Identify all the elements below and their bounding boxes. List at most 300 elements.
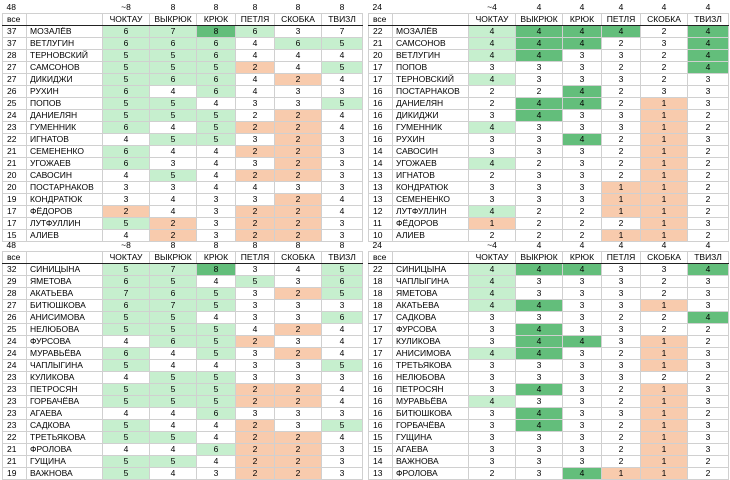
score-cell: 2 — [103, 206, 150, 218]
table-row — [3, 408, 363, 420]
score-cell: 2 — [602, 170, 641, 182]
score-cell: 2 — [641, 74, 688, 86]
header-total: все — [3, 252, 27, 264]
total-score-cell: 27 — [3, 62, 27, 74]
total-score-cell: 22 — [3, 134, 27, 146]
score-cell: 3 — [563, 324, 602, 336]
score-cell: 3 — [469, 62, 516, 74]
score-cell: 3 — [197, 206, 236, 218]
column-header: ПЕТЛЯ — [602, 14, 641, 26]
name-cell: РУХИН — [393, 134, 469, 146]
column-header: ЧОКТАУ — [469, 252, 516, 264]
score-cell: 2 — [150, 218, 197, 230]
score-cell: 3 — [275, 182, 322, 194]
max-score-cell: 4 — [579, 2, 585, 12]
name-cell: АКАТЬЕВА — [393, 300, 469, 312]
score-cell: 1 — [641, 396, 688, 408]
score-cell: 2 — [688, 372, 729, 384]
score-cell: 5 — [322, 62, 363, 74]
score-cell: 4 — [197, 170, 236, 182]
total-score-cell: 17 — [369, 336, 393, 348]
score-cell: 3 — [469, 372, 516, 384]
total-score-cell: 23 — [3, 420, 27, 432]
name-cell: ПОПОВ — [27, 98, 103, 110]
score-table — [2, 240, 363, 480]
score-cell: 2 — [688, 336, 729, 348]
score-cell: 4 — [197, 98, 236, 110]
score-cell: 2 — [469, 86, 516, 98]
score-cell: 4 — [469, 300, 516, 312]
score-cell: 5 — [150, 50, 197, 62]
name-cell: КУЛИКОВА — [393, 336, 469, 348]
total-score-cell: 24 — [3, 348, 27, 360]
name-cell: ЛУТФУЛЛИН — [393, 206, 469, 218]
total-score-cell: 15 — [3, 230, 27, 242]
total-score-cell: 27 — [3, 300, 27, 312]
score-cell: 2 — [236, 336, 275, 348]
score-cell: 3 — [197, 218, 236, 230]
score-cell: 3 — [688, 218, 729, 230]
table-row — [369, 360, 729, 372]
score-cell: 3 — [469, 360, 516, 372]
table-row — [369, 134, 729, 146]
score-cell: 3 — [563, 372, 602, 384]
score-cell: 2 — [602, 312, 641, 324]
column-header: ЧОКТАУ — [103, 252, 150, 264]
score-cell: 4 — [516, 98, 563, 110]
score-cell: 7 — [150, 26, 197, 38]
score-cell: 2 — [602, 384, 641, 396]
column-header: СКОБКА — [641, 14, 688, 26]
score-cell: 2 — [236, 396, 275, 408]
name-cell: ТРЕТЬЯКОВА — [27, 432, 103, 444]
total-score-cell: 29 — [3, 276, 27, 288]
table-row — [369, 312, 729, 324]
score-cell: 2 — [641, 276, 688, 288]
column-header: ПЕТЛЯ — [236, 14, 275, 26]
score-cell: 1 — [641, 134, 688, 146]
score-cell: 3 — [322, 300, 363, 312]
score-cell: 2 — [275, 158, 322, 170]
score-cell: 4 — [563, 86, 602, 98]
table-row — [369, 26, 729, 38]
column-header: ВЫКРЮК — [150, 14, 197, 26]
score-cell: 3 — [322, 230, 363, 242]
score-cell: 8 — [197, 26, 236, 38]
score-cell: 5 — [197, 372, 236, 384]
score-cell: 4 — [563, 98, 602, 110]
score-cell: 6 — [197, 50, 236, 62]
score-cell: 5 — [103, 360, 150, 372]
score-cell: 3 — [236, 312, 275, 324]
score-cell: 5 — [103, 98, 150, 110]
max-total-cell: 48 — [6, 2, 16, 12]
score-cell: 3 — [641, 38, 688, 50]
score-cell: 4 — [688, 312, 729, 324]
total-score-cell: 11 — [369, 218, 393, 230]
column-header: КРЮК — [563, 14, 602, 26]
score-cell: 2 — [275, 432, 322, 444]
score-cell: 3 — [275, 276, 322, 288]
score-cell: 4 — [469, 288, 516, 300]
max-score-cell: 8 — [295, 2, 301, 12]
column-header: ЧОКТАУ — [103, 14, 150, 26]
score-cell: 3 — [236, 194, 275, 206]
score-cell: 4 — [150, 194, 197, 206]
score-cell: 3 — [103, 182, 150, 194]
score-cell: 6 — [150, 38, 197, 50]
score-cell: 4 — [469, 264, 516, 276]
score-cell: 4 — [563, 468, 602, 480]
score-cell: 3 — [469, 134, 516, 146]
name-cell: АНИСИМОВА — [27, 312, 103, 324]
score-cell: 3 — [469, 384, 516, 396]
column-header: КРЮК — [563, 252, 602, 264]
name-cell: ПОСТАРНАКОВ — [393, 86, 469, 98]
header-total: все — [3, 14, 27, 26]
score-cell: 1 — [641, 182, 688, 194]
total-score-cell: 16 — [369, 110, 393, 122]
table-row — [369, 122, 729, 134]
score-cell: 4 — [469, 122, 516, 134]
score-cell: 2 — [602, 444, 641, 456]
max-score-cell: 4 — [618, 240, 624, 250]
score-cell: 6 — [103, 276, 150, 288]
name-cell: ВЕТЛУГИН — [27, 38, 103, 50]
score-cell: 2 — [236, 456, 275, 468]
column-header: ТВИЗЛ — [322, 252, 363, 264]
score-cell: 3 — [563, 348, 602, 360]
score-cell: 3 — [688, 432, 729, 444]
score-cell: 3 — [236, 372, 275, 384]
score-cell: 1 — [602, 230, 641, 242]
column-header: ЧОКТАУ — [469, 14, 516, 26]
score-cell: 2 — [275, 324, 322, 336]
score-cell: 2 — [150, 230, 197, 242]
header-row — [369, 252, 729, 264]
score-cell: 5 — [103, 312, 150, 324]
score-cell: 2 — [275, 230, 322, 242]
column-header: ТВИЗЛ — [688, 14, 729, 26]
table-row — [3, 372, 363, 384]
table-row — [3, 134, 363, 146]
score-cell: 3 — [602, 408, 641, 420]
name-cell: ТЕРНОВСКИЙ — [393, 74, 469, 86]
score-cell: 3 — [469, 146, 516, 158]
score-cell: 5 — [150, 372, 197, 384]
score-cell: 3 — [516, 146, 563, 158]
score-cell: 1 — [641, 456, 688, 468]
score-cell: 3 — [602, 110, 641, 122]
score-cell: 3 — [469, 408, 516, 420]
name-cell: САВОСИН — [27, 170, 103, 182]
score-cell: 3 — [236, 158, 275, 170]
total-score-cell: 14 — [369, 146, 393, 158]
score-cell: 5 — [197, 348, 236, 360]
score-cell: 4 — [516, 336, 563, 348]
score-cell: 6 — [236, 26, 275, 38]
score-cell: 3 — [469, 182, 516, 194]
score-cell: 3 — [275, 26, 322, 38]
column-header: ВЫКРЮК — [516, 252, 563, 264]
table-row — [369, 420, 729, 432]
max-score-cell: 8 — [252, 240, 258, 250]
score-cell: 6 — [103, 26, 150, 38]
score-cell: 4 — [469, 50, 516, 62]
header-total: все — [369, 14, 393, 26]
table-row — [369, 194, 729, 206]
score-cell: 2 — [602, 62, 641, 74]
score-cell: 3 — [641, 86, 688, 98]
score-cell: 3 — [275, 360, 322, 372]
score-cell: 6 — [197, 74, 236, 86]
total-score-cell: 14 — [369, 456, 393, 468]
score-cell: 3 — [275, 86, 322, 98]
name-cell: КОНДРАТЮК — [393, 182, 469, 194]
score-cell: 4 — [322, 348, 363, 360]
total-score-cell: 20 — [369, 50, 393, 62]
score-cell: 4 — [469, 396, 516, 408]
name-cell: КОНДРАТЮК — [27, 194, 103, 206]
total-score-cell: 25 — [3, 324, 27, 336]
score-cell: 6 — [197, 444, 236, 456]
table-row — [3, 26, 363, 38]
table-row — [3, 170, 363, 182]
name-cell: ВЕТЛУГИН — [393, 50, 469, 62]
score-cell: 4 — [563, 336, 602, 348]
score-cell: 4 — [103, 230, 150, 242]
score-cell: 1 — [641, 300, 688, 312]
score-cell: 2 — [516, 218, 563, 230]
total-score-cell: 21 — [369, 38, 393, 50]
score-cell: 5 — [150, 384, 197, 396]
total-score-cell: 25 — [3, 98, 27, 110]
score-cell: 4 — [236, 38, 275, 50]
total-score-cell: 22 — [369, 264, 393, 276]
table-row — [3, 420, 363, 432]
score-cell: 5 — [197, 324, 236, 336]
table-row — [3, 360, 363, 372]
score-cell: 3 — [641, 264, 688, 276]
score-cell: 2 — [275, 206, 322, 218]
header-row — [369, 14, 729, 26]
name-cell: ТЕРНОВСКИЙ — [27, 50, 103, 62]
score-cell: 3 — [688, 288, 729, 300]
score-cell: 3 — [469, 420, 516, 432]
table-row — [369, 74, 729, 86]
score-cell: 1 — [641, 194, 688, 206]
score-cell: 4 — [688, 38, 729, 50]
total-score-cell: 37 — [3, 38, 27, 50]
total-score-cell: 22 — [369, 26, 393, 38]
score-cell: 2 — [236, 468, 275, 480]
total-score-cell: 13 — [369, 170, 393, 182]
score-cell: 3 — [322, 170, 363, 182]
total-score-cell: 21 — [3, 158, 27, 170]
max-score-row — [369, 240, 729, 252]
score-cell: 2 — [602, 86, 641, 98]
max-score-cell: 4 — [705, 2, 711, 12]
column-header: ВЫКРЮК — [516, 14, 563, 26]
score-cell: 2 — [275, 348, 322, 360]
max-score-cell: ~8 — [121, 2, 131, 12]
column-header: ТВИЗЛ — [322, 14, 363, 26]
score-cell: 2 — [236, 122, 275, 134]
score-cell: 3 — [688, 360, 729, 372]
score-cell: 3 — [602, 324, 641, 336]
score-cell: 3 — [516, 276, 563, 288]
score-cell: 4 — [563, 26, 602, 38]
score-cell: 4 — [563, 38, 602, 50]
name-cell: ДИКИДЖИ — [393, 110, 469, 122]
total-score-cell: 32 — [3, 264, 27, 276]
score-cell: 3 — [469, 324, 516, 336]
name-cell: ФРОЛОВА — [393, 468, 469, 480]
score-cell: 5 — [150, 62, 197, 74]
table-row — [3, 288, 363, 300]
score-cell: 2 — [641, 288, 688, 300]
score-cell: 1 — [641, 432, 688, 444]
table-row — [369, 300, 729, 312]
max-score-row — [369, 2, 729, 14]
score-cell: 2 — [275, 134, 322, 146]
table-row — [3, 396, 363, 408]
table-row — [369, 62, 729, 74]
score-cell: 2 — [641, 62, 688, 74]
name-cell: ПОПОВ — [393, 62, 469, 74]
score-cell: 2 — [516, 206, 563, 218]
score-cell: 4 — [688, 50, 729, 62]
score-cell: 3 — [602, 264, 641, 276]
score-cell: 5 — [103, 384, 150, 396]
column-header: ТВИЗЛ — [688, 252, 729, 264]
score-cell: 3 — [516, 134, 563, 146]
table-row — [3, 98, 363, 110]
name-cell: АГАЕВА — [27, 408, 103, 420]
score-cell: 4 — [322, 384, 363, 396]
score-cell: 2 — [688, 324, 729, 336]
total-score-cell: 17 — [3, 206, 27, 218]
name-cell: ПОСТАРНАКОВ — [27, 182, 103, 194]
score-cell: 3 — [516, 312, 563, 324]
score-cell: 4 — [197, 158, 236, 170]
score-cell: 1 — [641, 170, 688, 182]
name-cell: МУРАВЬЁВА — [27, 348, 103, 360]
score-cell: 3 — [602, 336, 641, 348]
max-score-cell: 4 — [536, 240, 542, 250]
score-cell: 4 — [103, 336, 150, 348]
score-cell: 4 — [236, 74, 275, 86]
name-cell: САВОСИН — [393, 146, 469, 158]
table-row — [369, 396, 729, 408]
name-cell: АКАТЬЕВА — [27, 288, 103, 300]
score-cell: 2 — [688, 230, 729, 242]
score-cell: 4 — [469, 276, 516, 288]
score-cell: 5 — [103, 110, 150, 122]
total-score-cell: 17 — [369, 74, 393, 86]
score-cell: 2 — [236, 432, 275, 444]
total-score-cell: 17 — [369, 62, 393, 74]
table-row — [369, 444, 729, 456]
score-cell: 3 — [275, 336, 322, 348]
total-score-cell: 20 — [3, 182, 27, 194]
score-cell: 3 — [602, 372, 641, 384]
table-row — [3, 468, 363, 480]
table-row — [3, 348, 363, 360]
score-cell: 1 — [641, 98, 688, 110]
score-cell: 2 — [236, 230, 275, 242]
score-cell: 4 — [275, 62, 322, 74]
table-row — [369, 348, 729, 360]
name-cell: УГОЖАЕВ — [27, 158, 103, 170]
table-row — [3, 38, 363, 50]
score-cell: 2 — [641, 312, 688, 324]
score-cell: 5 — [150, 170, 197, 182]
score-cell: 4 — [103, 134, 150, 146]
score-cell: 3 — [516, 396, 563, 408]
name-cell: ЧАПЛЫГИНА — [27, 360, 103, 372]
score-cell: 6 — [197, 86, 236, 98]
name-cell: ГУЩИНА — [393, 432, 469, 444]
score-cell: 2 — [516, 86, 563, 98]
total-score-cell: 13 — [369, 182, 393, 194]
score-cell: 3 — [563, 122, 602, 134]
score-cell: 3 — [469, 456, 516, 468]
score-cell: 3 — [563, 182, 602, 194]
score-cell: 5 — [150, 456, 197, 468]
total-score-cell: 16 — [369, 384, 393, 396]
score-cell: 3 — [469, 336, 516, 348]
score-cell: 3 — [236, 360, 275, 372]
score-cell: 5 — [197, 62, 236, 74]
score-cell: 2 — [275, 444, 322, 456]
score-cell: 3 — [563, 420, 602, 432]
score-cell: 3 — [236, 348, 275, 360]
score-cell: 2 — [275, 110, 322, 122]
score-cell: 3 — [197, 468, 236, 480]
score-cell: 1 — [602, 468, 641, 480]
total-score-cell: 15 — [369, 432, 393, 444]
score-cell: 5 — [103, 50, 150, 62]
score-cell: 2 — [236, 218, 275, 230]
score-cell: 3 — [602, 360, 641, 372]
score-cell: 3 — [602, 300, 641, 312]
score-cell: 2 — [688, 122, 729, 134]
score-cell: 4 — [516, 408, 563, 420]
score-cell: 4 — [516, 110, 563, 122]
max-total-cell: 48 — [6, 240, 16, 250]
name-cell: БИТЮШКОВА — [393, 408, 469, 420]
total-score-cell: 24 — [3, 360, 27, 372]
score-cell: 2 — [688, 146, 729, 158]
score-cell: 5 — [150, 276, 197, 288]
score-cell: 3 — [563, 396, 602, 408]
score-cell: 3 — [516, 360, 563, 372]
score-cell: 3 — [322, 182, 363, 194]
score-cell: 2 — [602, 146, 641, 158]
name-cell: ФРОЛОВА — [27, 444, 103, 456]
total-score-cell: 16 — [369, 372, 393, 384]
score-cell: 2 — [563, 218, 602, 230]
max-score-cell: 8 — [252, 2, 258, 12]
name-cell: САДКОВА — [27, 420, 103, 432]
score-cell: 2 — [602, 98, 641, 110]
score-cell: 3 — [322, 134, 363, 146]
total-score-cell: 21 — [3, 146, 27, 158]
score-cell: 3 — [322, 372, 363, 384]
score-cell: 4 — [516, 26, 563, 38]
total-score-cell: 16 — [369, 396, 393, 408]
